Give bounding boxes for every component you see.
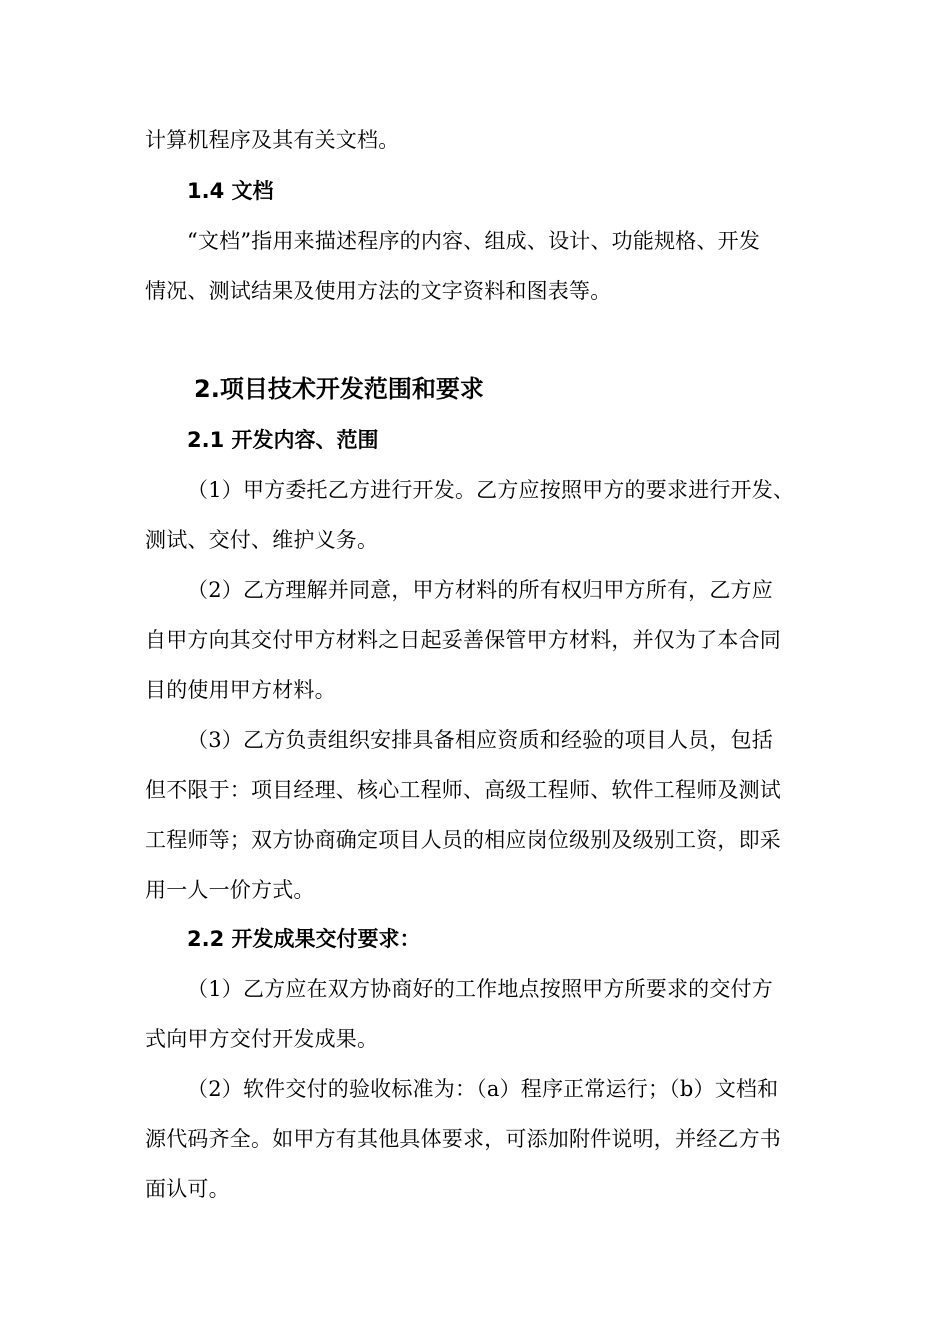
paragraph-line: （1）甲方委托乙方进行开发。乙方应按照甲方的要求进行开发、 bbox=[187, 478, 795, 502]
paragraph-line: 面认可。 bbox=[145, 1177, 230, 1201]
paragraph-line: 但不限于：项目经理、核心工程师、高级工程师、软件工程师及测试 bbox=[145, 778, 781, 802]
section-heading-2-1: 2.1 开发内容、范围 bbox=[187, 428, 379, 452]
paragraph-line: 源代码齐全。如甲方有其他具体要求，可添加附件说明，并经乙方书 bbox=[145, 1127, 781, 1151]
chapter-heading-2: 2.项目技术开发范围和要求 bbox=[194, 375, 484, 403]
paragraph-line: 计算机程序及其有关文档。 bbox=[145, 128, 400, 152]
paragraph-line: 目的使用甲方材料。 bbox=[145, 678, 336, 702]
paragraph-line: 式向甲方交付开发成果。 bbox=[145, 1027, 379, 1051]
paragraph-line: 情况、测试结果及使用方法的文字资料和图表等。 bbox=[145, 279, 612, 303]
paragraph-line: 自甲方向其交付甲方材料之日起妥善保管甲方材料，并仅为了本合同 bbox=[145, 628, 781, 652]
paragraph-line: （3）乙方负责组织安排具备相应资质和经验的项目人员，包括 bbox=[187, 728, 773, 752]
paragraph-line: 用一人一价方式。 bbox=[145, 878, 315, 902]
paragraph-line: （2）软件交付的验收标准为：（a）程序正常运行；（b）文档和 bbox=[187, 1077, 779, 1101]
paragraph-line: （1）乙方应在双方协商好的工作地点按照甲方所要求的交付方 bbox=[187, 977, 773, 1001]
section-heading-1-4: 1.4 文档 bbox=[187, 179, 274, 203]
paragraph-line: 测试、交付、维护义务。 bbox=[145, 528, 379, 552]
section-heading-2-2: 2.2 开发成果交付要求： bbox=[187, 927, 421, 951]
paragraph-line: （2）乙方理解并同意，甲方材料的所有权归甲方所有，乙方应 bbox=[187, 578, 773, 602]
paragraph-line: 工程师等；双方协商确定项目人员的相应岗位级别及级别工资，即采 bbox=[145, 828, 781, 852]
paragraph-line: “文档”指用来描述程序的内容、组成、设计、功能规格、开发 bbox=[187, 229, 761, 253]
